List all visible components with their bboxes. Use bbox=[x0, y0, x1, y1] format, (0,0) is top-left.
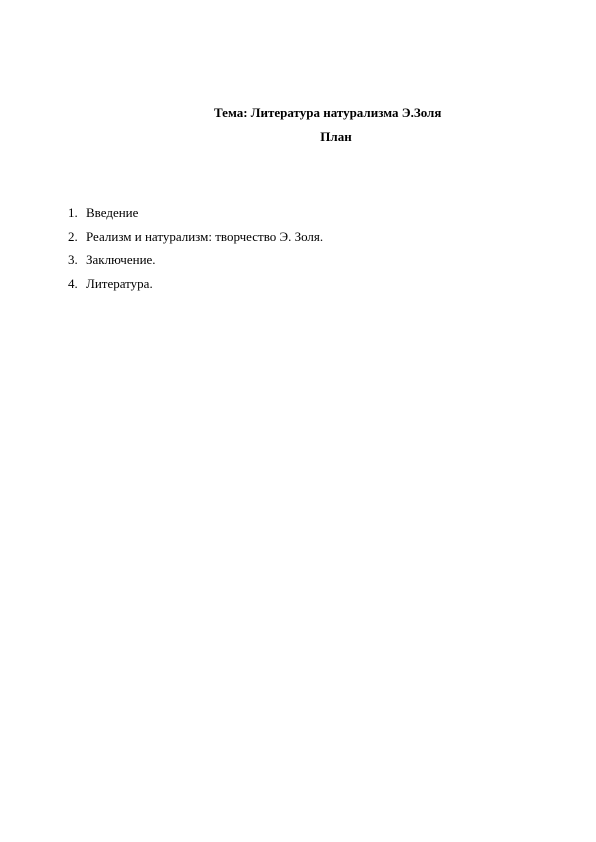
document-topic: Тема: Литература натурализма Э.Золя bbox=[214, 105, 442, 120]
plan-item bbox=[68, 225, 323, 249]
plan-item-number: 2. bbox=[68, 228, 78, 244]
plan-item-text: Заключение. bbox=[86, 252, 156, 267]
plan-item-number: 1. bbox=[68, 205, 78, 220]
plan-item-text: Реализм и натурализм: творчество Э. Золя. bbox=[86, 228, 324, 244]
plan-item bbox=[68, 201, 323, 225]
plan-item-text: Литература. bbox=[86, 275, 153, 291]
plan-heading: План bbox=[320, 129, 352, 144]
plan-item bbox=[68, 272, 323, 296]
plan-item-number: 4. bbox=[68, 275, 78, 291]
plan-item bbox=[68, 248, 323, 272]
plan-item-number: 3. bbox=[68, 252, 78, 267]
plan-item-text: Введение bbox=[86, 205, 139, 220]
plan-list bbox=[68, 201, 323, 295]
